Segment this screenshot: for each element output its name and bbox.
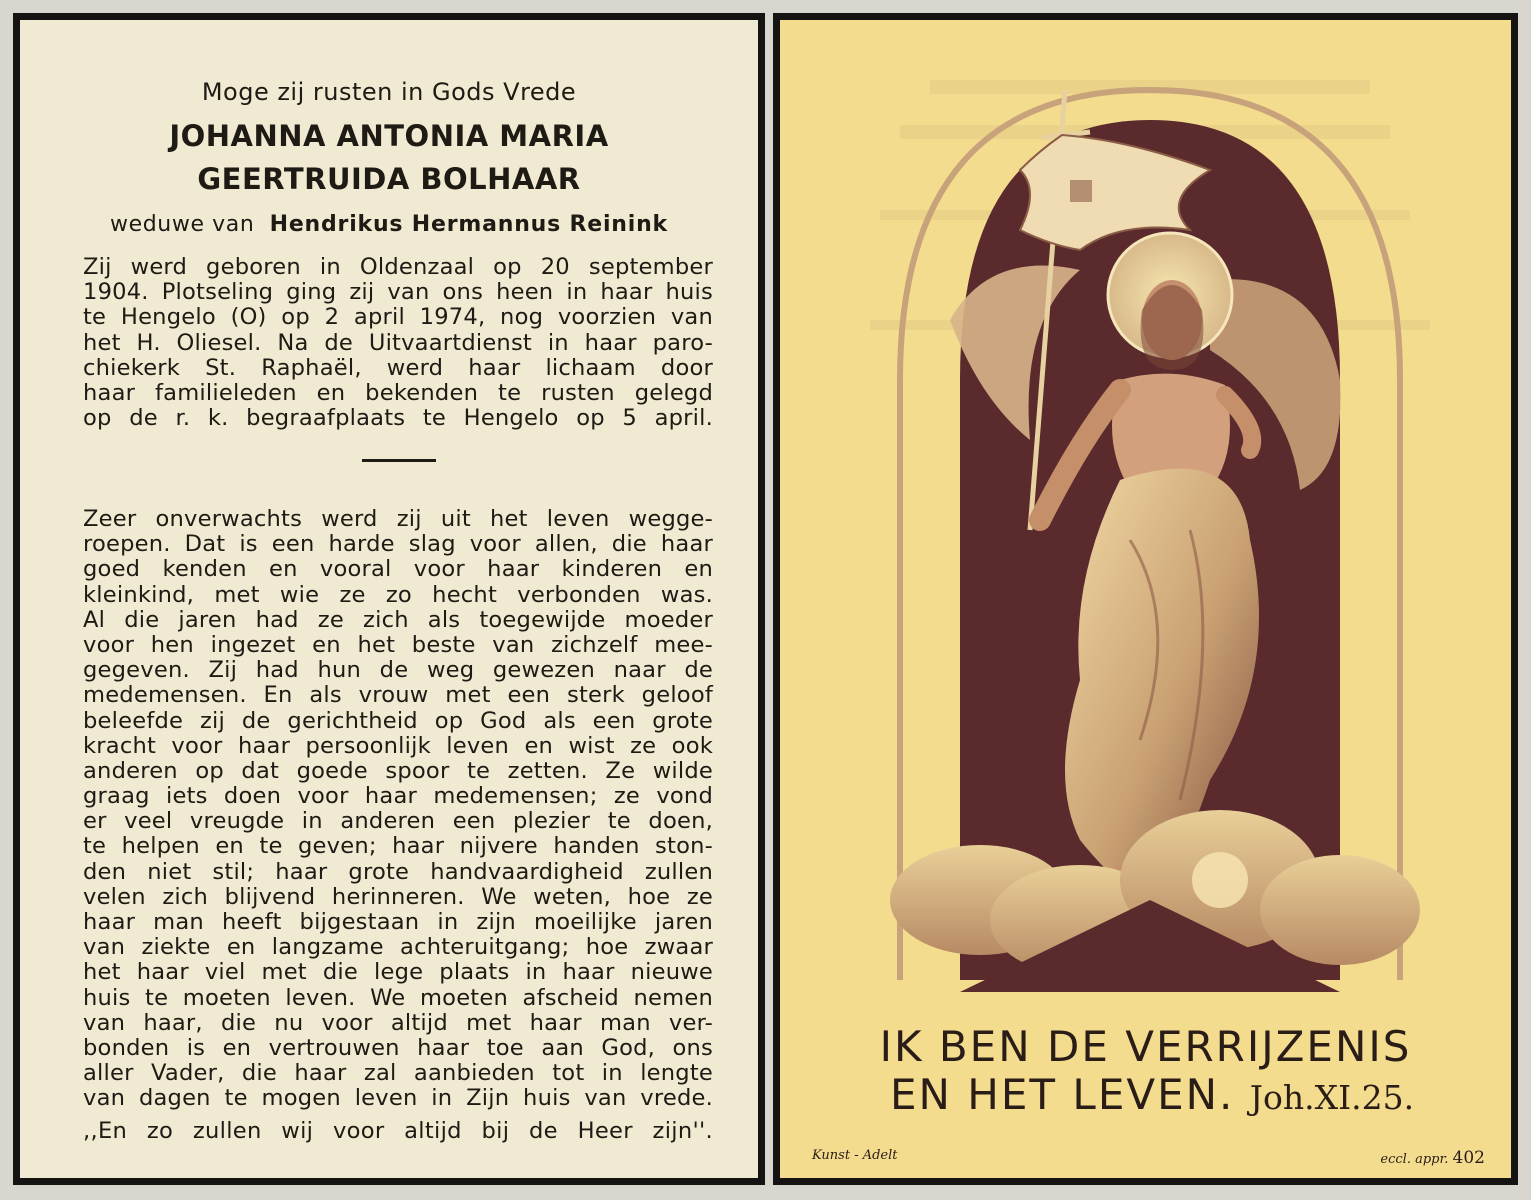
text-line: roepen. Dat is een harde slag voor allen, die haar <box>83 531 713 558</box>
text-line: van dagen te mogen leven in Zijn huis van vrede. <box>83 1085 713 1112</box>
intro-line: Moge zij rusten in Gods Vrede <box>201 78 577 106</box>
text-line: anderen op dat goede spoor te zetten. Ze wilde <box>83 757 713 784</box>
closing-quote: ,,En zo zullen wij voor altijd bij de Heer zijn''. <box>83 1118 713 1144</box>
divider-rule <box>362 459 436 462</box>
text-line: haar man heeft bijgestaan in zijn moeilijke jaren <box>83 909 713 935</box>
text-line: aller Vader, die haar zal aanbieden tot in lengte <box>83 1060 713 1087</box>
text-line: velen zich blijvend herinneren. We weten, hoe ze <box>83 883 713 910</box>
text-line: goed kenden en vooral voor haar kinderen en <box>83 556 713 583</box>
resurrection-illustration-icon <box>780 20 1511 1178</box>
text-line: te Hengelo (O) op 2 april 1974, nog voorzien van <box>83 304 713 331</box>
biography-paragraph <box>83 255 713 431</box>
verse-line2-text: EN HET LEVEN. <box>890 1070 1235 1119</box>
verse-line2 <box>890 1070 1511 1119</box>
deceased-name-line1: JOHANNA ANTONIA MARIA <box>169 119 609 153</box>
text-line: den niet stil; haar grote handvaardigheid zullen <box>83 858 713 885</box>
text-line: kracht voor haar persoonlijk leven en wist ze ook <box>83 732 713 759</box>
text-line: van ziekte en langzame achteruitgang; hoe zwaar <box>83 934 713 961</box>
text-line: graag iets doen voor haar medemensen; ze vond <box>83 783 713 810</box>
deceased-name-line2: GEERTRUIDA BOLHAAR <box>197 162 581 196</box>
text-line: beleefde zij de gerichtheid op God als een grote <box>83 707 713 734</box>
text-line: chiekerk St. Raphaël, werd haar lichaam door <box>83 354 713 381</box>
obituary-text-card <box>13 13 765 1185</box>
text-line: medemensen. En als vrouw met een sterk geloof <box>83 682 713 709</box>
text-line: Zij werd geboren in Oldenzaal op 20 september <box>83 254 713 280</box>
text-line: het haar viel met die lege plaats in haar nieuwe <box>83 959 713 986</box>
text-line: van haar, die nu voor altijd met haar man ver- <box>83 1009 713 1036</box>
verse-reference: Joh.XI.25. <box>1249 1078 1415 1117</box>
text-line: Al die jaren had ze zich als toegewijde moeder <box>83 606 713 633</box>
verse-line1: IK BEN DE VERRIJZENIS <box>879 1022 1412 1071</box>
text-line: 1904. Plotseling ging zij van ons heen in haar huis <box>83 279 713 306</box>
text-line: het H. Oliesel. Na de Uitvaartdienst in haar paro- <box>83 329 713 356</box>
artist-imprint: Kunst - Adelt <box>812 1148 898 1163</box>
text-line: voor hen ingezet en het beste van zichzelf mee- <box>83 631 713 658</box>
text-line: bonden is en vertrouwen haar toe aan God, ons <box>83 1034 713 1061</box>
widow-prefix: weduwe van <box>110 212 255 237</box>
husband-name: Hendrikus Hermannus Reinink <box>269 212 668 237</box>
text-line: huis te moeten leven. We moeten afscheid nemen <box>83 984 713 1011</box>
approval-label: eccl. appr. <box>1380 1152 1449 1167</box>
approval-number: 402 <box>1452 1148 1485 1168</box>
text-line: te helpen en te geven; haar nijvere handen ston- <box>83 833 713 860</box>
widow-line <box>20 212 758 237</box>
text-line: gegeven. Zij had hun de weg gewezen naar de <box>83 657 713 684</box>
text-line: haar familieleden en bekenden te rusten gelegd <box>83 379 713 406</box>
text-line: op de r. k. begraafplaats te Hengelo op 5 april. <box>83 405 713 432</box>
text-line: er veel vreugde in anderen een plezier te doen, <box>83 808 713 835</box>
tribute-paragraph <box>83 507 713 1112</box>
text-line: kleinkind, met wie ze zo hecht verbonden was. <box>83 581 713 608</box>
text-line: Zeer onverwachts werd zij uit het leven wegge- <box>83 506 713 532</box>
devotional-image-card <box>773 13 1518 1185</box>
approval-imprint <box>1380 1148 1485 1168</box>
